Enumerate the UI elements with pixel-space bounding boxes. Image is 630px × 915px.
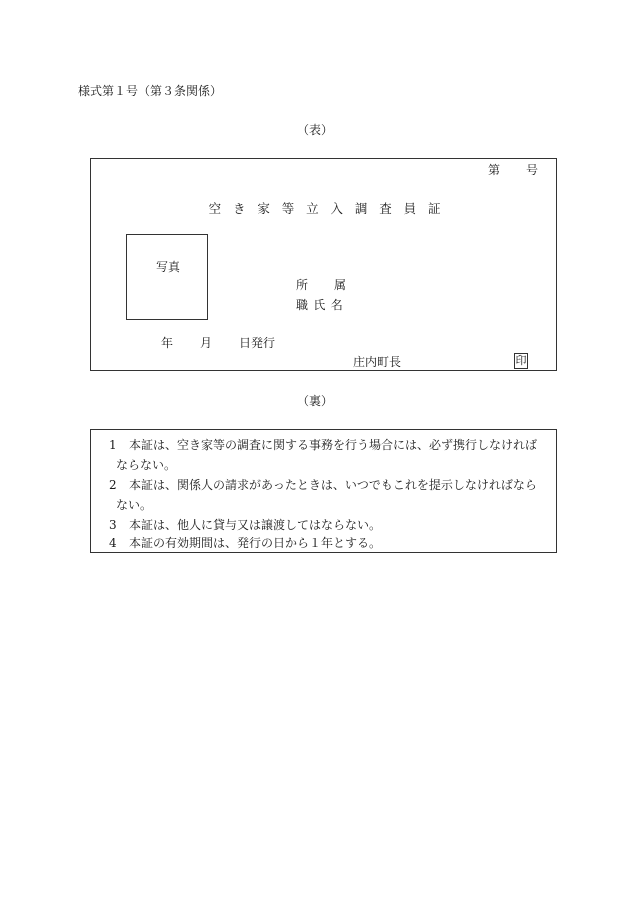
number-prefix: 第 (487, 163, 500, 177)
card-title: 空き家等立入調査員証 (208, 201, 453, 216)
note-text: 本証は、空き家等の調査に関する事務を行う場合には、必ず携行しなければ (129, 438, 538, 452)
note-text-continued: ならない。 (116, 458, 177, 472)
title-name-label: 職氏名 (296, 298, 349, 312)
form-heading: 様式第１号（第３条関係） (78, 84, 223, 98)
card-number-line (488, 164, 538, 176)
issuer-name: 庄内町長 (353, 355, 402, 369)
note-number: 2 (109, 478, 117, 492)
affiliation-label (296, 279, 346, 291)
note-item (109, 515, 549, 535)
back-side-label: （裏） (296, 394, 333, 408)
note-text: 本証の有効期間は、発行の日から１年とする。 (129, 536, 382, 550)
seal-mark: 印 (515, 354, 527, 367)
issue-date (161, 337, 275, 349)
number-suffix: 号 (525, 163, 538, 177)
note-text: 本証は、関係人の請求があったときは、いつでもこれを提示しなければなら (129, 478, 537, 492)
issue-day-label: 日発行 (239, 336, 276, 350)
photo-label: 写真 (155, 260, 180, 274)
affiliation-char-2: 属 (334, 278, 347, 292)
note-item (109, 533, 549, 553)
id-card-front (90, 158, 557, 371)
note-item (109, 475, 549, 515)
issue-year-label: 年 (161, 336, 174, 350)
note-text-continued: ない。 (116, 498, 153, 512)
note-number: 4 (109, 536, 117, 550)
note-text: 本証は、他人に貸与又は譲渡してはならない。 (129, 518, 382, 532)
front-side-label: （表） (296, 123, 333, 137)
affiliation-char-1: 所 (296, 278, 309, 292)
photo-box (126, 234, 208, 320)
issue-month-label: 月 (200, 336, 213, 350)
note-number: 3 (109, 518, 117, 532)
note-item (109, 435, 549, 475)
id-card-back (90, 429, 557, 553)
note-number: 1 (109, 438, 117, 452)
